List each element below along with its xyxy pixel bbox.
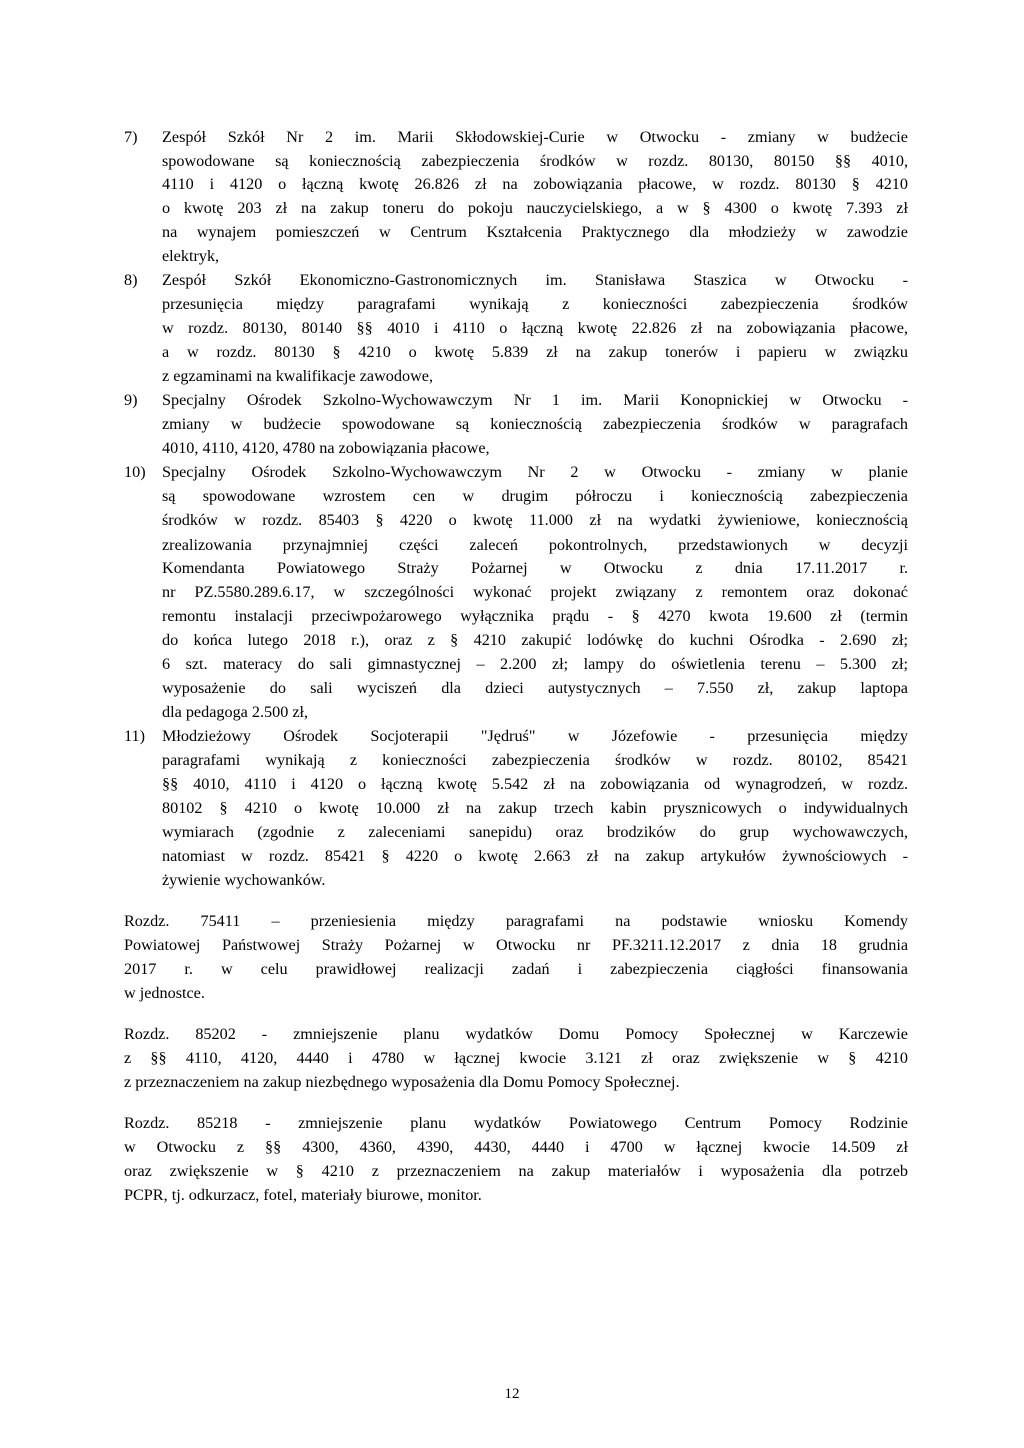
- list-item-line: remontu instalacji przeciwpożarowego wyłącznika prądu - § 4270 kwota 19.600 zł (termin: [162, 607, 908, 625]
- list-item-line: Specjalny Ośrodek Szkolno-Wychowawczym Nr 1 im. Marii Konopnickiej w Otwocku -: [162, 391, 908, 409]
- paragraph-line: PCPR, tj. odkurzacz, fotel, materiały biurowe, monitor.: [124, 1186, 482, 1204]
- list-item-number: 9): [124, 391, 138, 409]
- list-item-line: 6 szt. materacy do sali gimnastycznej – 2.200 zł; lampy do oświetlenia terenu – 5.300 zł;: [162, 655, 908, 673]
- list-item-line: żywienie wychowanków.: [162, 871, 326, 889]
- paragraph-line: w Otwocku z §§ 4300, 4360, 4390, 4430, 4440 i 4700 w łącznej kwocie 14.509 zł: [124, 1138, 908, 1156]
- paragraph-line: Rozdz. 75411 – przeniesienia między paragrafami na podstawie wniosku Komendy: [124, 912, 908, 930]
- list-item-line: spowodowane są koniecznością zabezpieczenia środków w rozdz. 80130, 80150 §§ 4010,: [162, 152, 908, 170]
- list-item-line: na wynajem pomieszczeń w Centrum Kształcenia Praktycznego dla młodzieży w zawodzie: [162, 223, 908, 241]
- paragraph-line: w jednostce.: [124, 984, 205, 1002]
- list-item-line: wymiarach (zgodnie z zaleceniami sanepidu) oraz brodzików do grup wychowawczych,: [162, 823, 908, 841]
- list-item-number: 7): [124, 128, 138, 146]
- list-item-line: wyposażenie do sali wyciszeń dla dzieci autystycznych – 7.550 zł, zakup laptopa: [162, 679, 908, 697]
- list-item-line: w rozdz. 80130, 80140 §§ 4010 i 4110 o łączną kwotę 22.826 zł na zobowiązania płacowe,: [162, 319, 908, 337]
- list-item-line: dla pedagoga 2.500 zł,: [162, 703, 309, 721]
- list-item-line: do końca lutego 2018 r.), oraz z § 4210 zakupić lodówkę do kuchni Ośrodka - 2.690 zł;: [162, 631, 908, 649]
- list-item-line: Specjalny Ośrodek Szkolno-Wychowawczym Nr 2 w Otwocku - zmiany w planie: [162, 463, 908, 481]
- list-item-line: Komendanta Powiatowego Straży Pożarnej w Otwocku z dnia 17.11.2017 r.: [162, 559, 908, 577]
- list-item-line: Zespół Szkół Ekonomiczno-Gastronomicznych im. Stanisława Staszica w Otwocku -: [162, 271, 908, 289]
- list-item-line: o kwotę 203 zł na zakup toneru do pokoju nauczycielskiego, a w § 4300 o kwotę 7.393 zł: [162, 199, 908, 217]
- paragraph-line: z przeznaczeniem na zakup niezbędnego wyposażenia dla Domu Pomocy Społecznej.: [124, 1073, 680, 1091]
- list-item-line: a w rozdz. 80130 § 4210 o kwotę 5.839 zł na zakup tonerów i papieru w związku: [162, 343, 908, 361]
- list-item-line: środków w rozdz. 85403 § 4220 o kwotę 11.000 zł na wydatki żywieniowe, koniecznością: [162, 511, 908, 529]
- list-item-line: Zespół Szkół Nr 2 im. Marii Skłodowskiej-Curie w Otwocku - zmiany w budżecie: [162, 128, 908, 146]
- list-item-number: 8): [124, 271, 138, 289]
- paragraph-line: Rozdz. 85218 - zmniejszenie planu wydatków Powiatowego Centrum Pomocy Rodzinie: [124, 1114, 908, 1132]
- list-item-line: paragrafami wynikają z konieczności zabezpieczenia środków w rozdz. 80102, 85421: [162, 751, 908, 769]
- list-item-line: 4110 i 4120 o łączną kwotę 26.826 zł na zobowiązania płacowe, w rozdz. 80130 § 4210: [162, 175, 908, 193]
- list-item-line: z egzaminami na kwalifikacje zawodowe,: [162, 367, 434, 385]
- paragraph-line: Powiatowej Państwowej Straży Pożarnej w Otwocku nr PF.3211.12.2017 z dnia 18 grudnia: [124, 936, 908, 954]
- list-item-number: 11): [124, 727, 145, 745]
- list-item-line: zrealizowania przynajmniej części zaleceń pokontrolnych, przedstawionych w decyzji: [162, 536, 908, 554]
- paragraph-line: 2017 r. w celu prawidłowej realizacji zadań i zabezpieczenia ciągłości finansowania: [124, 960, 908, 978]
- list-item-line: §§ 4010, 4110 i 4120 o łączną kwotę 5.542 zł na zobowiązania od wynagrodzeń, w rozdz.: [162, 775, 908, 793]
- list-item-line: 4010, 4110, 4120, 4780 na zobowiązania płacowe,: [162, 439, 490, 457]
- list-item-line: przesunięcia między paragrafami wynikają z konieczności zabezpieczenia środków: [162, 295, 908, 313]
- list-item-line: są spowodowane wzrostem cen w drugim półroczu i koniecznością zabezpieczenia: [162, 487, 908, 505]
- page-number: 12: [504, 1386, 520, 1402]
- list-item-line: nr PZ.5580.289.6.17, w szczególności wykonać projekt związany z remontem oraz dokonać: [162, 583, 908, 601]
- list-item-line: elektryk,: [162, 247, 220, 265]
- paragraph-line: oraz zwiększenie w § 4210 z przeznaczeniem na zakup materiałów i wyposażenia dla potrzeb: [124, 1162, 908, 1180]
- list-item-number: 10): [124, 463, 146, 481]
- list-item-line: natomiast w rozdz. 85421 § 4220 o kwotę 2.663 zł na zakup artykułów żywnościowych -: [162, 847, 908, 865]
- list-item-line: zmiany w budżecie spowodowane są koniecznością zabezpieczenia środków w paragrafach: [162, 415, 908, 433]
- list-item-line: 80102 § 4210 o kwotę 10.000 zł na zakup trzech kabin prysznicowych o indywidualnych: [162, 799, 908, 817]
- paragraph-line: Rozdz. 85202 - zmniejszenie planu wydatków Domu Pomocy Społecznej w Karczewie: [124, 1025, 908, 1043]
- list-item-line: Młodzieżowy Ośrodek Socjoterapii "Jędruś" w Józefowie - przesunięcia między: [162, 727, 908, 745]
- paragraph-line: z §§ 4110, 4120, 4440 i 4780 w łącznej kwocie 3.121 zł oraz zwiększenie w § 4210: [124, 1049, 908, 1067]
